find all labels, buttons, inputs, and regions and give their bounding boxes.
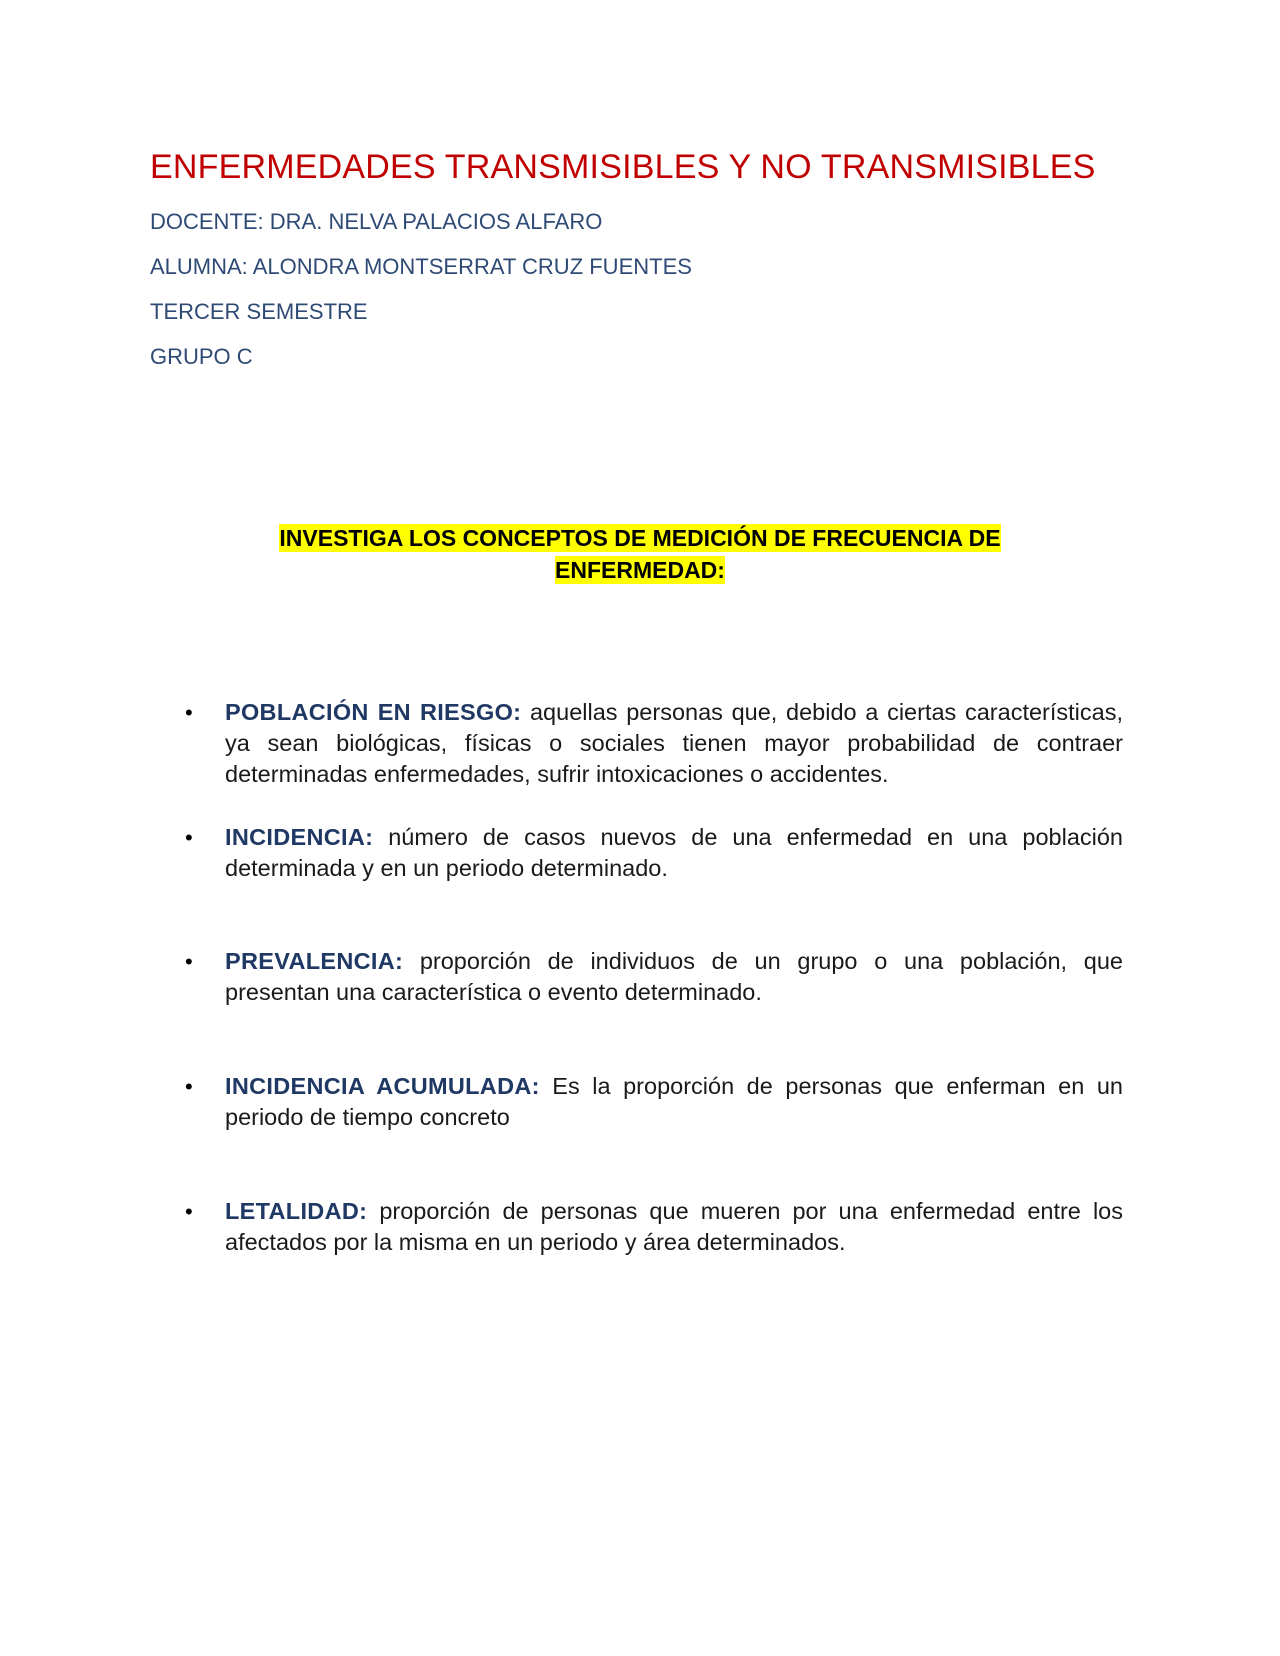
list-item <box>185 697 1124 790</box>
section-heading <box>190 522 1090 586</box>
bullet-icon: • <box>185 1074 193 1099</box>
semester-line: TERCER SEMESTRE <box>150 299 368 324</box>
concept-term: POBLACIÓN EN RIESGO: <box>225 699 522 725</box>
concept-definition: número de casos nuevos de una enfermedad en una población determinada y en un periodo determinado. <box>225 824 1123 881</box>
section-heading-line-1: INVESTIGA LOS CONCEPTOS DE MEDICIÓN DE FRECUENCIA DE <box>279 525 1001 551</box>
concept-term: LETALIDAD: <box>225 1198 368 1224</box>
bullet-icon: • <box>185 949 193 974</box>
concept-definition: Es la proporción de personas que enferman en un periodo de tiempo concreto <box>225 1073 1123 1130</box>
list-item <box>185 946 1123 1008</box>
bullet-icon: • <box>185 825 193 850</box>
teacher-line: DOCENTE: DRA. NELVA PALACIOS ALFARO <box>150 209 603 234</box>
bullet-icon: • <box>185 1199 193 1224</box>
document-title: ENFERMEDADES TRANSMISIBLES Y NO TRANSMISIBLES <box>150 148 1096 186</box>
section-heading-line-2: ENFERMEDAD: <box>555 557 725 583</box>
concept-term: INCIDENCIA: <box>225 824 374 850</box>
concept-definition: aquellas personas que, debido a ciertas características, ya sean biológicas, físicas o sociales tienen mayor probabilidad de contraer determinadas enfermedades, sufrir intoxicaciones o accidentes. <box>225 699 1124 787</box>
group-line: GRUPO C <box>150 344 253 369</box>
list-item <box>185 1071 1123 1133</box>
bullet-icon: • <box>185 700 193 725</box>
list-item <box>185 822 1123 884</box>
concept-term: INCIDENCIA ACUMULADA: <box>225 1073 540 1099</box>
student-line: ALUMNA: ALONDRA MONTSERRAT CRUZ FUENTES <box>150 254 692 279</box>
list-item <box>185 1196 1124 1258</box>
concept-term: PREVALENCIA: <box>225 948 404 974</box>
concept-definition: proporción de personas que mueren por una enfermedad entre los afectados por la misma en un periodo y área determinados. <box>225 1198 1124 1255</box>
concept-definition: proporción de individuos de un grupo o una población, que presentan una característica o evento determinado. <box>225 948 1123 1005</box>
